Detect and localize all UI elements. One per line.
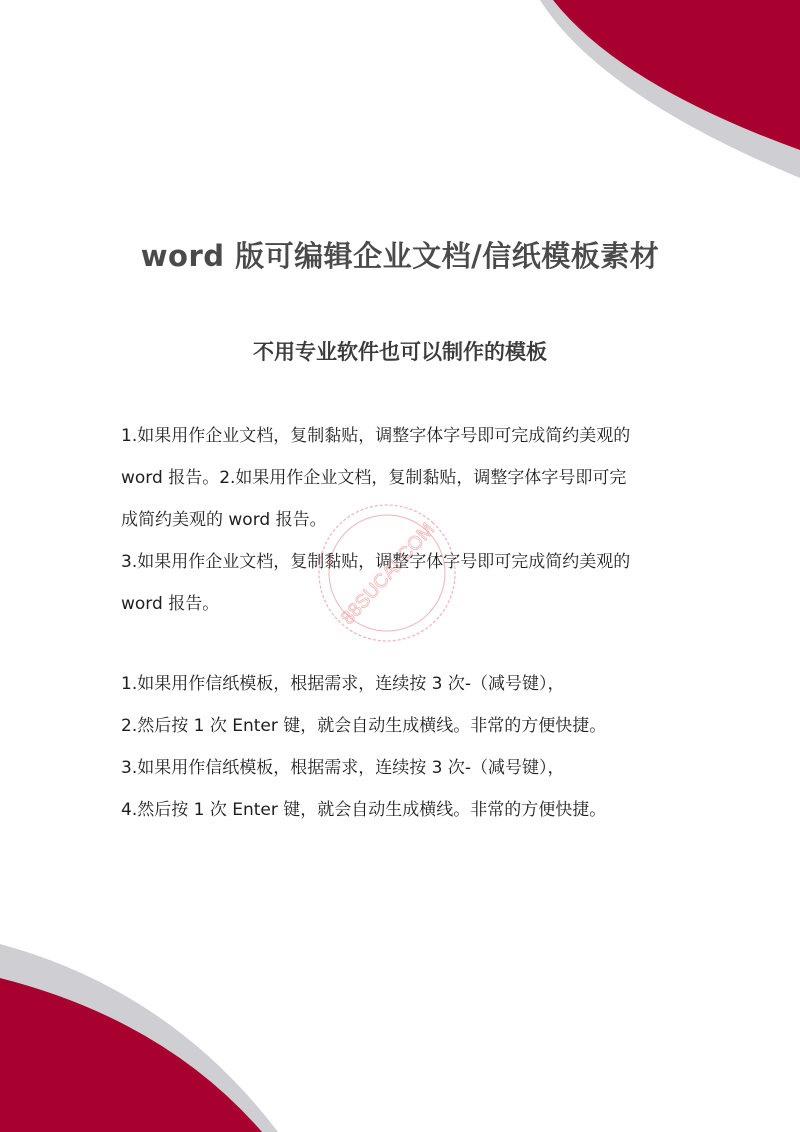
document-title: word 版可编辑企业文档/信纸模板素材 [140, 239, 660, 273]
body-line: 成简约美观的 word 报告。 [121, 510, 327, 530]
watermark-text: 88SUCAI.COM [337, 519, 440, 629]
body-line: 2.然后按 1 次 Enter 键，就会自动生成横线。非常的方便快捷。 [121, 716, 607, 736]
body-line: word 报告。2.如果用作企业文档，复制黏贴，调整字体字号即可完 [121, 468, 627, 488]
body-line: 1.如果用作信纸模板，根据需求，连续按 3 次-（减号键）， [121, 674, 565, 694]
body-line: 3.如果用作信纸模板，根据需求，连续按 3 次-（减号键）， [121, 758, 565, 778]
top-swoosh-red [553, 0, 800, 150]
body-line: 3.如果用作企业文档，复制黏贴，调整字体字号即可完成简约美观的 [121, 552, 631, 572]
body-line: word 报告。 [121, 594, 220, 614]
body-line: 1.如果用作企业文档，复制黏贴，调整字体字号即可完成简约美观的 [121, 426, 631, 446]
body-line: 4.然后按 1 次 Enter 键，就会自动生成横线。非常的方便快捷。 [121, 800, 607, 820]
watermark-stamp [312, 498, 462, 648]
document-subtitle: 不用专业软件也可以制作的模板 [253, 340, 547, 364]
body-section-letterhead [121, 663, 691, 831]
